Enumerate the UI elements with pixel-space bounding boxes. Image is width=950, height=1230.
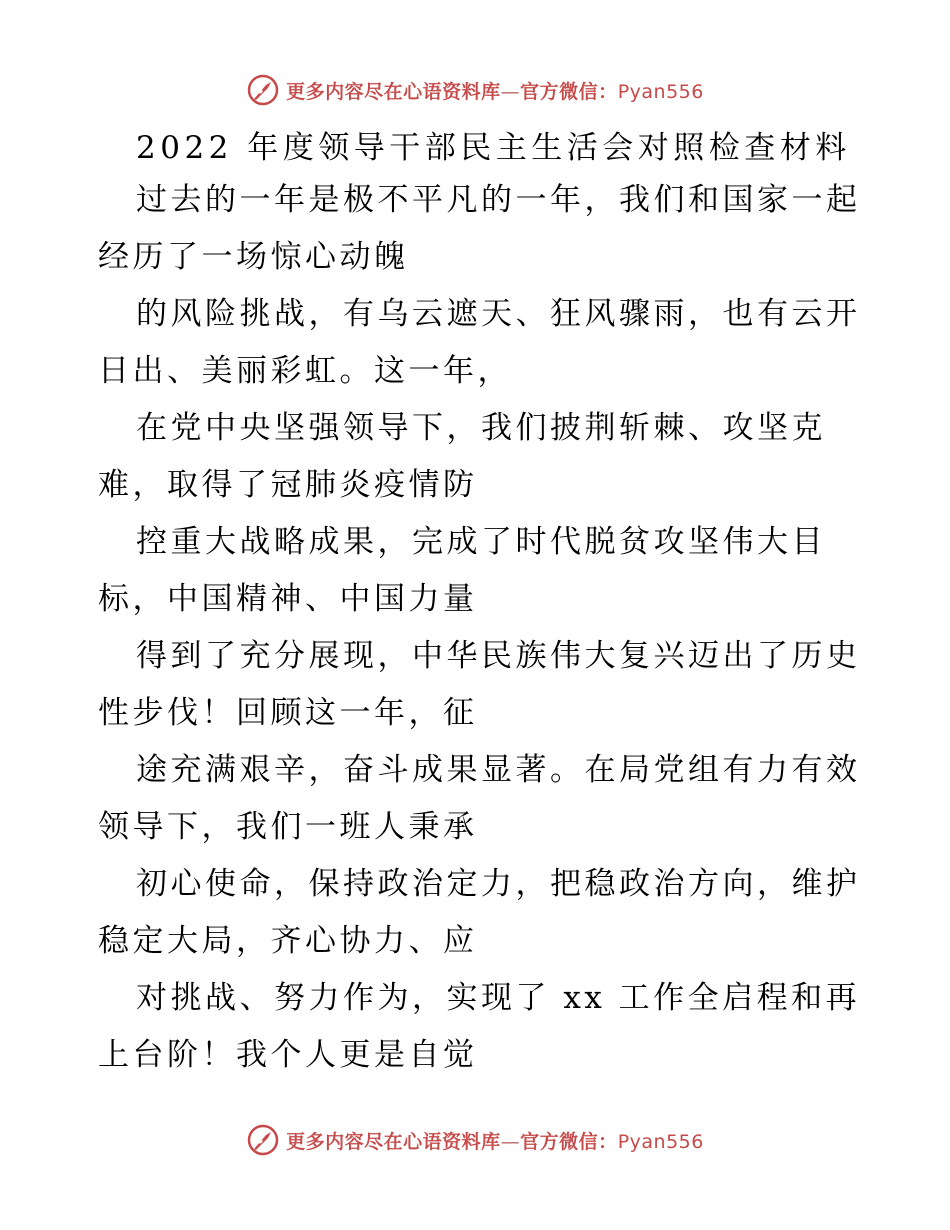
footer-watermark xyxy=(0,1120,950,1160)
watermark-text: 更多内容尽在心语资料库—官方微信：Pyan556 xyxy=(286,80,704,103)
document-title: 2022 年度领导干部民主生活会对照检查材料 xyxy=(136,130,851,166)
text-line: 日出、美丽彩虹。这一年， xyxy=(98,353,512,389)
text-line: 在党中央坚强领导下，我们披荆斩棘、攻坚克 xyxy=(136,410,826,446)
text-line: 过去的一年是极不平凡的一年，我们和国家一起 xyxy=(136,182,861,218)
text-line: 控重大战略成果，完成了时代脱贫攻坚伟大目 xyxy=(136,524,826,560)
document-body xyxy=(98,124,861,1084)
text-line: 得到了充分展现，中华民族伟大复兴迈出了历史 xyxy=(136,638,861,674)
text-line: 标，中国精神、中国力量 xyxy=(98,581,478,617)
text-line: 对挑战、努力作为，实现了 xx 工作全启程和再 xyxy=(136,980,861,1016)
text-line: 难，取得了冠肺炎疫情防 xyxy=(98,467,478,503)
text-line: 经历了一场惊心动魄 xyxy=(98,239,409,275)
text-line: 稳定大局，齐心协力、应 xyxy=(98,923,478,959)
text-line: 上台阶！我个人更是自觉 xyxy=(98,1037,478,1073)
text-line: 初心使命，保持政治定力，把稳政治方向，维护 xyxy=(136,866,861,902)
text-line: 性步伐！回顾这一年，征 xyxy=(98,695,478,731)
text-line: 领导下，我们一班人秉承 xyxy=(98,809,478,845)
pen-nib-circle-icon xyxy=(246,1123,280,1157)
text-line: 的风险挑战，有乌云遮天、狂风骤雨，也有云开 xyxy=(136,296,861,332)
watermark-text: 更多内容尽在心语资料库—官方微信：Pyan556 xyxy=(286,1130,704,1153)
text-line: 途充满艰辛，奋斗成果显著。在局党组有力有效 xyxy=(136,752,861,788)
pen-nib-circle-icon xyxy=(246,73,280,107)
document-paragraph xyxy=(98,172,861,1084)
header-watermark xyxy=(0,70,950,110)
